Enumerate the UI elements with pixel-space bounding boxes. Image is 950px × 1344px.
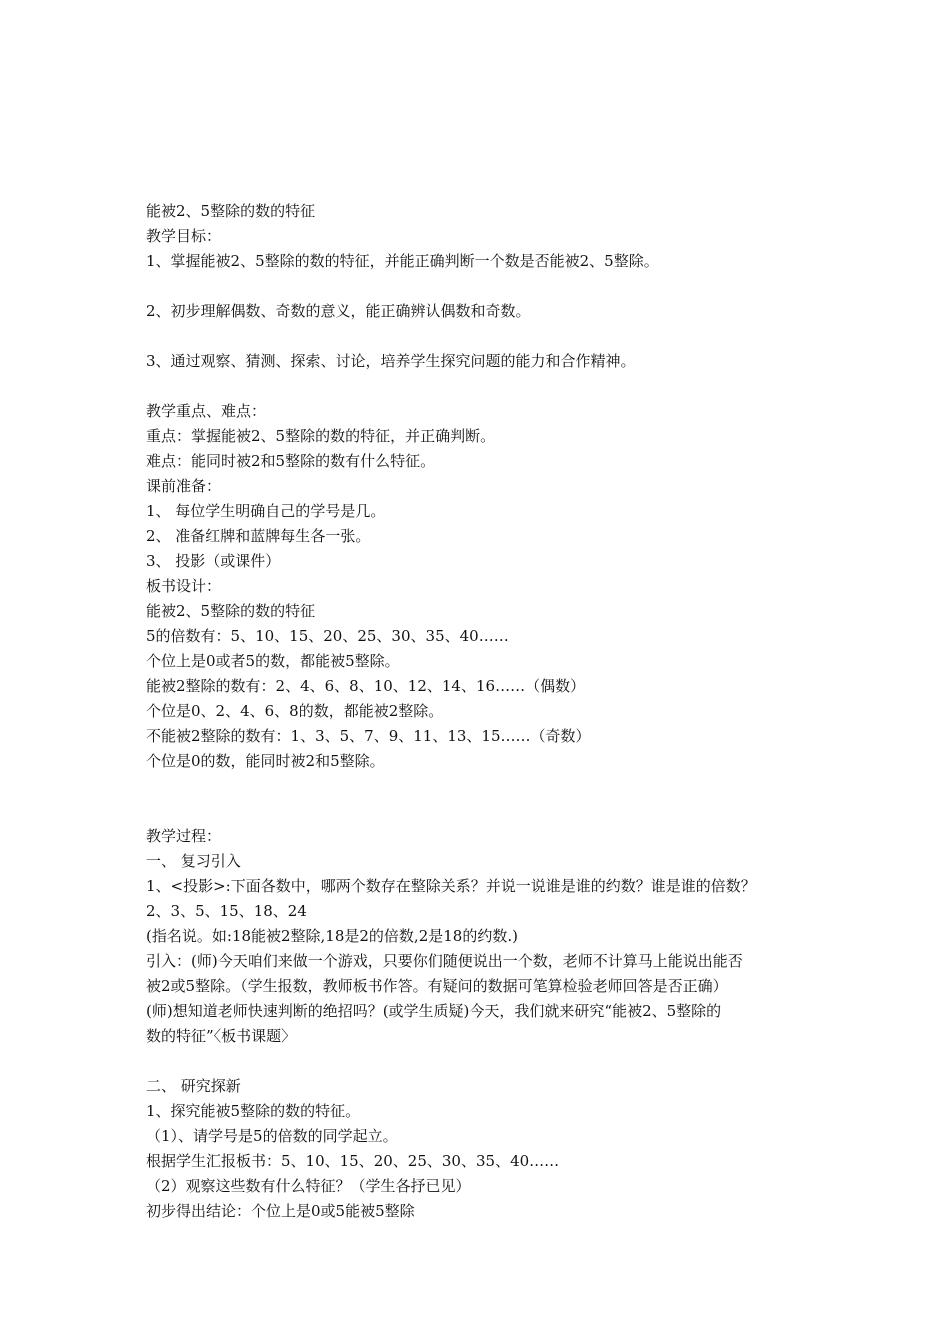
section-heading: 一、 复习引入 xyxy=(146,852,241,870)
board-line: 个位是0、2、4、6、8的数，都能被2整除。 xyxy=(146,702,444,720)
goals-heading: 教学目标： xyxy=(146,227,222,245)
difficulty-point: 难点：能同时被2和5整除的数有什么特征。 xyxy=(146,452,436,470)
board-line: 不能被2整除的数有：1、3、5、7、9、11、13、15……（奇数） xyxy=(146,727,591,745)
board-line: 5的倍数有：5、10、15、20、25、30、35、40…… xyxy=(146,627,509,645)
blank-line xyxy=(146,774,826,799)
document-title: 能被2、5整除的数的特征 xyxy=(146,202,316,220)
goal-item: 2、初步理解偶数、奇数的意义，能正确辨认偶数和奇数。 xyxy=(146,302,531,320)
blank-line xyxy=(146,274,826,299)
section-line: 根据学生汇报板书：5、10、15、20、25、30、35、40…… xyxy=(146,1152,560,1170)
blank-line xyxy=(146,324,826,349)
intro-paragraph-line: 数的特征”〈板书课题〉 xyxy=(146,1027,297,1045)
intro-paragraph-line: 被2或5整除。（学生报数，教师板书作答。有疑问的数据可笔算检验老师回答是否正确） xyxy=(146,977,728,995)
prep-item: 1、 每位学生明确自己的学号是几。 xyxy=(146,502,386,520)
section-line: 1、探究能被5整除的数的特征。 xyxy=(146,1102,361,1120)
prep-heading: 课前准备： xyxy=(146,477,222,495)
board-title: 能被2、5整除的数的特征 xyxy=(146,602,316,620)
section-note: (指名说。如:18能被2整除,18是2的倍数,2是18的约数.) xyxy=(146,927,518,945)
blank-line xyxy=(146,1049,826,1074)
goal-item: 3、通过观察、猜测、探索、讨论，培养学生探究问题的能力和合作精神。 xyxy=(146,352,636,370)
prep-item: 2、 准备红牌和蓝牌每生各一张。 xyxy=(146,527,371,545)
blank-line xyxy=(146,374,826,399)
board-line: 个位是0的数，能同时被2和5整除。 xyxy=(146,752,385,770)
section-line: 初步得出结论：个位上是0或5能被5整除 xyxy=(146,1202,415,1220)
board-line: 能被2整除的数有：2、4、6、8、10、12、14、16……（偶数） xyxy=(146,677,586,695)
document-page xyxy=(146,199,826,1224)
section-line: （2）观察这些数有什么特征？（学生各抒已见） xyxy=(146,1177,471,1195)
section-line: （1）、请学号是5的倍数的同学起立。 xyxy=(146,1127,398,1145)
key-heading: 教学重点、难点： xyxy=(146,402,267,420)
prep-item: 3、 投影（或课件） xyxy=(146,552,281,570)
process-heading: 教学过程： xyxy=(146,827,222,845)
intro-paragraph-line: (师)想知道老师快速判断的绝招吗？(或学生质疑)今天，我们就来研究“能被2、5整除的 xyxy=(146,1002,722,1020)
intro-paragraph-line: 引入：(师)今天咱们来做一个游戏，只要你们随便说出一个数，老师不计算马上能说出能否 xyxy=(146,952,743,970)
blank-line xyxy=(146,799,826,824)
section-numbers: 2、3、5、15、18、24 xyxy=(146,902,307,920)
key-point: 重点：掌握能被2、5整除的数的特征，并正确判断。 xyxy=(146,427,496,445)
goal-item: 1、掌握能被2、5整除的数的特征，并能正确判断一个数是否能被2、5整除。 xyxy=(146,252,659,270)
board-heading: 板书设计： xyxy=(146,577,222,595)
section-question: 1、<投影>:下面各数中，哪两个数存在整除关系？并说一说谁是谁的约数？谁是谁的倍数？ xyxy=(146,877,756,895)
section-heading: 二、 研究探新 xyxy=(146,1077,241,1095)
board-line: 个位上是0或者5的数，都能被5整除。 xyxy=(146,652,400,670)
